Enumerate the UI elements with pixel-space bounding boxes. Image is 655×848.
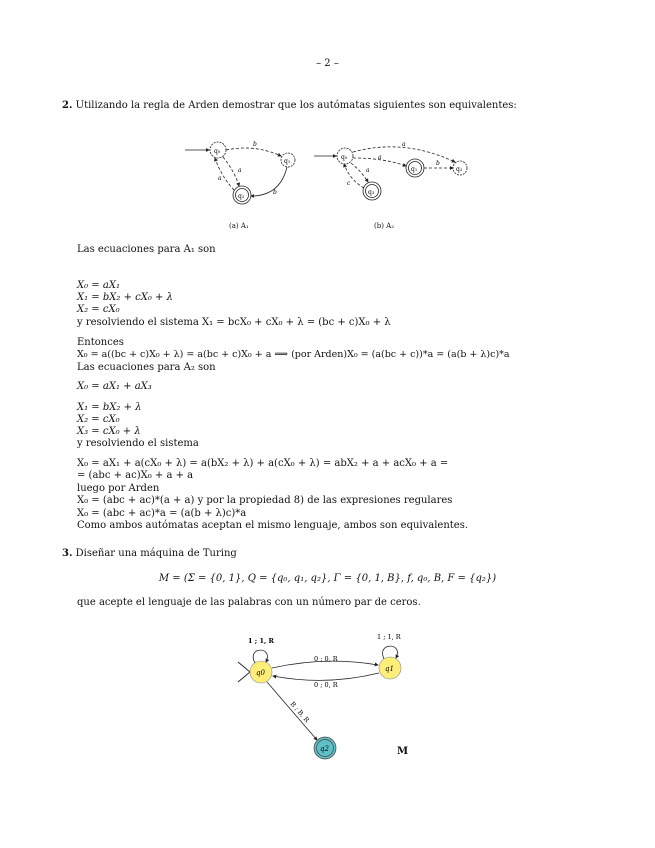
solution-line-17: X₀ = (abc + ac)*(a + a) y por la propiedad 8) de las expresiones regulares bbox=[77, 495, 453, 506]
tm-edge-q0-q2 bbox=[267, 682, 317, 740]
automaton-a1-diagram bbox=[185, 138, 305, 208]
a2-edge-label-2: a bbox=[378, 154, 382, 161]
turing-machine-diagram bbox=[236, 628, 426, 763]
tm-state-q1-label: q1 bbox=[385, 665, 394, 673]
figure-a-caption: (a) A₁ bbox=[229, 222, 249, 230]
tm-edge-q1-q0 bbox=[273, 673, 379, 680]
figure-b-caption: (b) A₂ bbox=[374, 222, 395, 230]
a1-edge-label-4: b bbox=[273, 189, 277, 196]
problem-2-statement: Utilizando la regla de Arden demostrar que los autómatas siguientes son equivalentes: bbox=[75, 100, 517, 111]
a2-edge-label-1: a bbox=[402, 141, 406, 148]
problem-3-description: que acepte el lenguaje de las palabras con un número par de ceros. bbox=[77, 597, 421, 608]
a1-edge-label-1: b bbox=[253, 141, 257, 148]
solution-line-2: X₀ = aX₁ bbox=[77, 280, 120, 291]
a1-edge-q0-q1 bbox=[226, 148, 281, 156]
solution-line-4: X₂ = cX₀ bbox=[77, 304, 120, 315]
a2-state-q3-label: q₃ bbox=[368, 189, 375, 196]
tm-state-q0-label: q0 bbox=[256, 669, 265, 677]
solution-line-18: X₀ = (abc + ac)*a = (a(b + λ)c)*a bbox=[77, 508, 247, 519]
a1-edge-q1-q2 bbox=[251, 167, 287, 196]
page-number: – 2 – bbox=[316, 58, 339, 69]
tm-loop-q1-label: 1 ; 1, R bbox=[377, 633, 401, 641]
a1-state-q2-label: q₂ bbox=[238, 193, 245, 200]
solution-line-6: Entonces bbox=[77, 337, 124, 348]
machine-label: M bbox=[397, 746, 409, 757]
solution-line-8: Las ecuaciones para A₂ son bbox=[77, 362, 216, 373]
solution-line-13: y resolviendo el sistema bbox=[77, 438, 199, 449]
problem-2-number: 2. bbox=[62, 100, 73, 111]
solution-line-11: X₂ = cX₀ bbox=[77, 414, 120, 425]
automaton-a2-diagram bbox=[314, 138, 484, 208]
a1-state-q0-label: q₀ bbox=[214, 148, 221, 155]
solution-line-14: X₀ = aX₁ + a(cX₀ + λ) = a(bX₂ + λ) + a(cX₀ + λ) = abX₂ + a + acX₀ + a = bbox=[77, 458, 449, 469]
problem-3-statement: Diseñar una máquina de Turing bbox=[75, 548, 237, 559]
a2-edge-label-3: b bbox=[436, 160, 440, 167]
tm-edge-q1-q0-label: 0 ; 0, R bbox=[314, 681, 338, 689]
a2-state-q1-label: q₁ bbox=[411, 166, 418, 173]
a2-edge-label-4: c bbox=[347, 180, 351, 187]
solution-line-7: X₀ = a((bc + c)X₀ + λ) = a(bc + c)X₀ + a ⟹ (por Arden)X₀ = (a(bc + c))*a = (a(b + λ)c)*a bbox=[77, 349, 510, 360]
a1-edge-label-2: a bbox=[238, 167, 242, 174]
tm-edge-q0-q1-label: 0 ; 0, R bbox=[314, 655, 338, 663]
a2-edge-label-5: a bbox=[366, 167, 370, 174]
a2-state-q2-label: q₂ bbox=[456, 166, 463, 173]
solution-line-3: X₁ = bX₂ + cX₀ + λ bbox=[77, 292, 173, 303]
solution-line-19: Como ambos autómatas aceptan el mismo lenguaje, ambos son equivalentes. bbox=[77, 520, 469, 531]
a1-edge-label-3: a bbox=[218, 175, 222, 182]
tm-edge-q0-q2-label: B ; B, R bbox=[288, 700, 311, 725]
tm-loop-q0-label: 1 ; 1, R bbox=[248, 637, 274, 645]
solution-line-10: X₁ = bX₂ + λ bbox=[77, 402, 142, 413]
solution-line-5: y resolviendo el sistema X₁ = bcX₀ + cX₀ + λ = (bc + c)X₀ + λ bbox=[77, 317, 391, 328]
solution-line-9: X₀ = aX₁ + aX₃ bbox=[77, 381, 152, 392]
solution-line-1: Las ecuaciones para A₁ son bbox=[77, 244, 216, 255]
solution-line-16: luego por Arden bbox=[77, 483, 160, 494]
tm-initial-marker bbox=[238, 662, 250, 682]
solution-line-15: = (abc + ac)X₀ + a + a bbox=[77, 470, 194, 481]
problem-3-number: 3. bbox=[62, 548, 73, 559]
a2-state-q0-label: q₀ bbox=[341, 154, 348, 161]
a1-state-q1-label: q₁ bbox=[284, 158, 291, 165]
solution-line-12: X₃ = cX₀ + λ bbox=[77, 426, 141, 437]
tm-state-q2-label: q2 bbox=[320, 745, 329, 753]
a1-edge-q2-q0 bbox=[215, 158, 234, 190]
problem-3-heading bbox=[62, 548, 237, 560]
turing-machine-definition: M = (Σ = {0, 1}, Q = {q₀, q₁, q₂}, Γ = {0, 1, B}, f, q₀, B, F = {q₂}) bbox=[158, 573, 497, 584]
problem-2-heading bbox=[62, 100, 517, 112]
a1-edge-q0-q2 bbox=[223, 157, 239, 186]
